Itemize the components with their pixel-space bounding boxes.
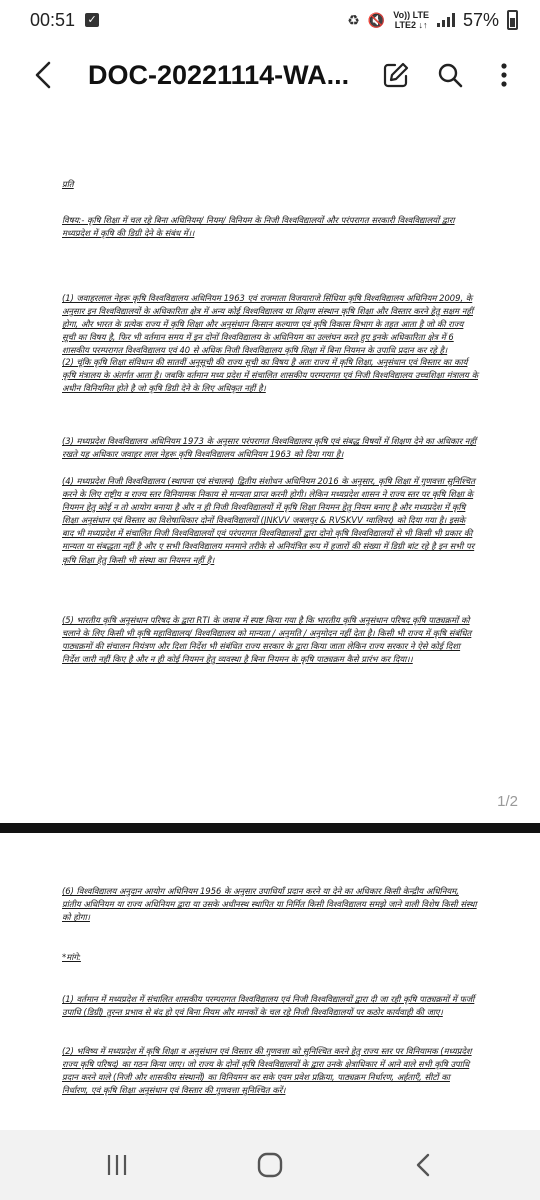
app-bar — [0, 40, 540, 110]
paragraph-3: (3) मध्यप्रदेश विश्वविद्यालय अधिनियम 1973 के अनुसार परंपरागत विश्वविद्यालय कृषि एवं संबद्ध विषयों में शिक्षण देने का अधिकार नहीं रखते यह अधिकार जवाहर लाल नेहरू कृषि विश्वविद्यालय अधिनियम 1963 को दिया गया है। — [62, 436, 477, 460]
navigation-bar — [0, 1130, 540, 1200]
paragraph-6: (6) विश्वविद्यालय अनुदान आयोग अधिनियम 1956 के अनुसार उपाधियाँ प्रदान करने या देने का अधिकार किसी केन्द्रीय अधिनियम, प्रांतीय अधिनियम या राज्य अधिनियम द्वारा या उसके अधीनस्थ स्थापित या निर्मित किसी विश्वविद्यालय समझे जाने वाली विशेष किसी संस्था को होगा। — [62, 886, 477, 923]
more-icon — [500, 61, 508, 89]
home-button[interactable] — [240, 1140, 300, 1190]
status-bar — [0, 0, 540, 40]
status-time: 00:51 — [30, 9, 76, 30]
back-button[interactable] — [26, 55, 60, 95]
battery-icon — [507, 10, 518, 30]
status-right — [347, 10, 518, 31]
home-icon — [255, 1150, 285, 1180]
page-separator — [0, 823, 540, 833]
document-title: DOC-20221114-WA... — [88, 59, 350, 90]
nav-back-button[interactable] — [393, 1140, 453, 1190]
demand-1: (1) वर्तमान में मध्यप्रदेश में संचालित शासकीय परम्परागत विश्वविद्यालय एवं निजी विश्वविद्यालयों द्वारा दी जा रही कृषि पाठ्यक्रमों में फर्जी उपाधि (डिग्री) तुरन्त प्रभाव से बंद हो एवं बिना नियम और मानकों के चल रहे निजी विश्वविद्यालयों पर कठोर कार्यवाही की जाए। — [62, 994, 475, 1018]
demands-heading: *मांगे: — [62, 952, 81, 962]
edit-icon — [382, 61, 410, 89]
edit-button[interactable] — [378, 57, 414, 93]
more-options-button[interactable] — [486, 57, 522, 93]
paragraph-5: (5) भारतीय कृषि अनुसंधान परिषद के द्वारा RTI के जवाब में स्पष्ट किया गया है कि भारतीय कृषि अनुसंधान परिषद कृषि पाठ्यक्रमों को चलाने के लिए किसी भी कृषि महाविद्यालय/ विश्वविद्यालय को मान्यता / अनुमति / अनुमोदन नहीं देता है। किसी भी राज्य में कृषि संबंधित पाठ्यक्रमों की संचालन नियंत्रण और दिशा निर्देश भी संबंधित राज्य सरकार के द्वारा किया जाता लेकिन राज्य सरकार ने ऐसे कोई दिशा निर्देश जारी नहीं किए है और न ही कोई नियमन हेतु व्यवस्था है बिना नियमन के कृषि पाठ्यक्रम कैसे प्रारंभ कर दिया।। — [62, 615, 472, 665]
app-actions — [378, 57, 522, 93]
paragraph-4: (4) मध्यप्रदेश निजी विश्वविद्यालय (स्थापना एवं संचालन) द्वितीय संशोधन अधिनियम 2016 के अनुसार, कृषि शिक्षा में गुणवत्ता सुनिश्चित करने के लिए राष्ट्रीय व राज्य स्तर विनियामक निकाय से मान्यता प्राप्त करनी होगी। लेकिन मध्यप्रदेश शासन ने राज्य स्तर पर कृषि शिक्षा के नियमन हेतु कोई न तो आयोग बनाया है और न ही निजी विश्वविद्यालयों में कृषि शिक्षा नियमन हेतु नियम बनाए है और मध्यप्रदेश में कृषि शिक्षा अनुसंधान एवं विस्तार का विशेषाधिकार दोनों विश्वविद्यालयों (JNKVV जबलपुर & RVSKVV ग्वालियर) को दिया गया है। इसके बाद भी मध्यप्रदेश में संचालित निजी विश्वविद्यालयों एवं परंपरागत विश्वविद्यालयों द्वारा दोनो कृषि विश्वविद्यालयों से भी किसी भी प्रकार की मान्यता या संबद्धता नहीं है और ए सभी विश्वविद्यालय मनमाने तरीके से अनियंत्रित रूप में हजारों की संख्या में डिग्री बांट रहे है इन सभी पर कृषि शिक्षा हेतु किसी भी संस्था का नियमन नहीं है। — [62, 476, 475, 565]
paragraph-2: (2) चूंकि कृषि शिक्षा संविधान की सातवीं अनुसूची की राज्य सूची का विषय है अतः राज्य में कृषि शिक्षा, अनुसंधान एवं विस्तार का कार्य कृषि मंत्रालय के अंतर्गत आता है। जबकि वर्तमान मध्य प्रदेश में संचालित शासकीय परम्परागत एवं निजी विश्वविद्यालय उच्चशिक्षा मंत्रालय के अधीन विनियमित होते है जो कृषि डिग्री देने के लिए अधिकृत नहीं है। — [62, 357, 479, 394]
subject-line: विषय:- कृषि शिक्षा में चल रहे बिना अधिनियम/ नियम/ विनियम के निजी विश्वविद्यालयों और परंपरागत सरकारी विश्वविद्यालयों द्वारा मध्यप्रदेश में कृषि की डिग्री देने के संबंध में।। — [62, 215, 455, 239]
battery-percent: 57% — [462, 9, 499, 30]
checkbox-notification-icon: ✓ — [85, 13, 99, 27]
recents-button[interactable] — [87, 1140, 147, 1190]
status-left — [30, 10, 99, 31]
salutation: प्रति — [62, 179, 74, 189]
search-icon — [436, 61, 464, 89]
recycle-notification-icon: ♻ — [347, 11, 360, 28]
search-button[interactable] — [432, 57, 468, 93]
document-page-1 — [0, 110, 540, 823]
paragraph-1: (1) जवाहरलाल नेहरू कृषि विश्वविद्यालय अधिनियम 1963 एवं राजमाता विजयाराजे सिंधिया कृषि विश्वविद्यालय अधिनियम 2009, के अनुसार इन विश्वविद्यालयों के अधिकारिता क्षेत्र में अन्य कोई विश्वविद्यालय या शिक्षण संस्थान कृषि शिक्षा और विस्तार करने हेतु सक्षम नहीं होगा, और भारत के प्रत्येक राज्य में कृषि शिक्षा और अनुसंधान किसान कल्याण एवं कृषि विकास विभाग के तहत आता है जो की राज्य सूची का विषय है, फिर भी वर्तमान समय में इन दोनों विश्वविद्यालय के अधिनियम का उल्लंघन करते हुए इनके अधिकारिता क्षेत्र में 6 शासकीय परम्परागत विश्वविद्यालय एवं 40 से अधिक निजी विश्वविद्यालय कृषि शिक्षा में बिना नियमन के उपाधि प्रदान कर रहे है। — [62, 293, 473, 356]
back-icon — [414, 1151, 432, 1179]
network-top: Vo)) LTE — [393, 10, 429, 20]
signal-icon — [437, 13, 455, 27]
page-indicator: 1/2 — [497, 793, 518, 810]
mute-icon: 🔇 — [367, 11, 386, 28]
recents-icon — [105, 1152, 129, 1178]
network-indicator — [393, 10, 429, 30]
demand-2: (2) भविष्य में मध्यप्रदेश में कृषि शिक्षा व अनुसंधान एवं विस्तार की गुणवत्ता को सुनिश्चित करने हेतु राज्य स्तर पर विनियामक (मध्यप्रदेश राज्य कृषि परिषद) का गठन किया जाए। जो राज्य के दोनों कृषि विश्वविद्यालयों के द्वारा उनके क्षेत्राधिकार में आने वाले सभी कृषि उपाधि प्रदान करने वाले (निजी और शासकीय संस्थानों) का विनियमन कर सके एवम प्रवेश प्रक्रिया, पाठ्यक्रम निर्धारण, अर्हताएँ, सीटों का निर्धारण, एवं कृषि शिक्षा अनुसंधान एवं विस्तार की गुणवत्ता सुनिश्चित करें। — [62, 1046, 472, 1096]
document-page-2 — [0, 833, 540, 1130]
document-viewer[interactable] — [0, 110, 540, 1130]
network-bottom: LTE2 ↓↑ — [394, 20, 428, 30]
back-arrow-icon — [34, 60, 52, 90]
